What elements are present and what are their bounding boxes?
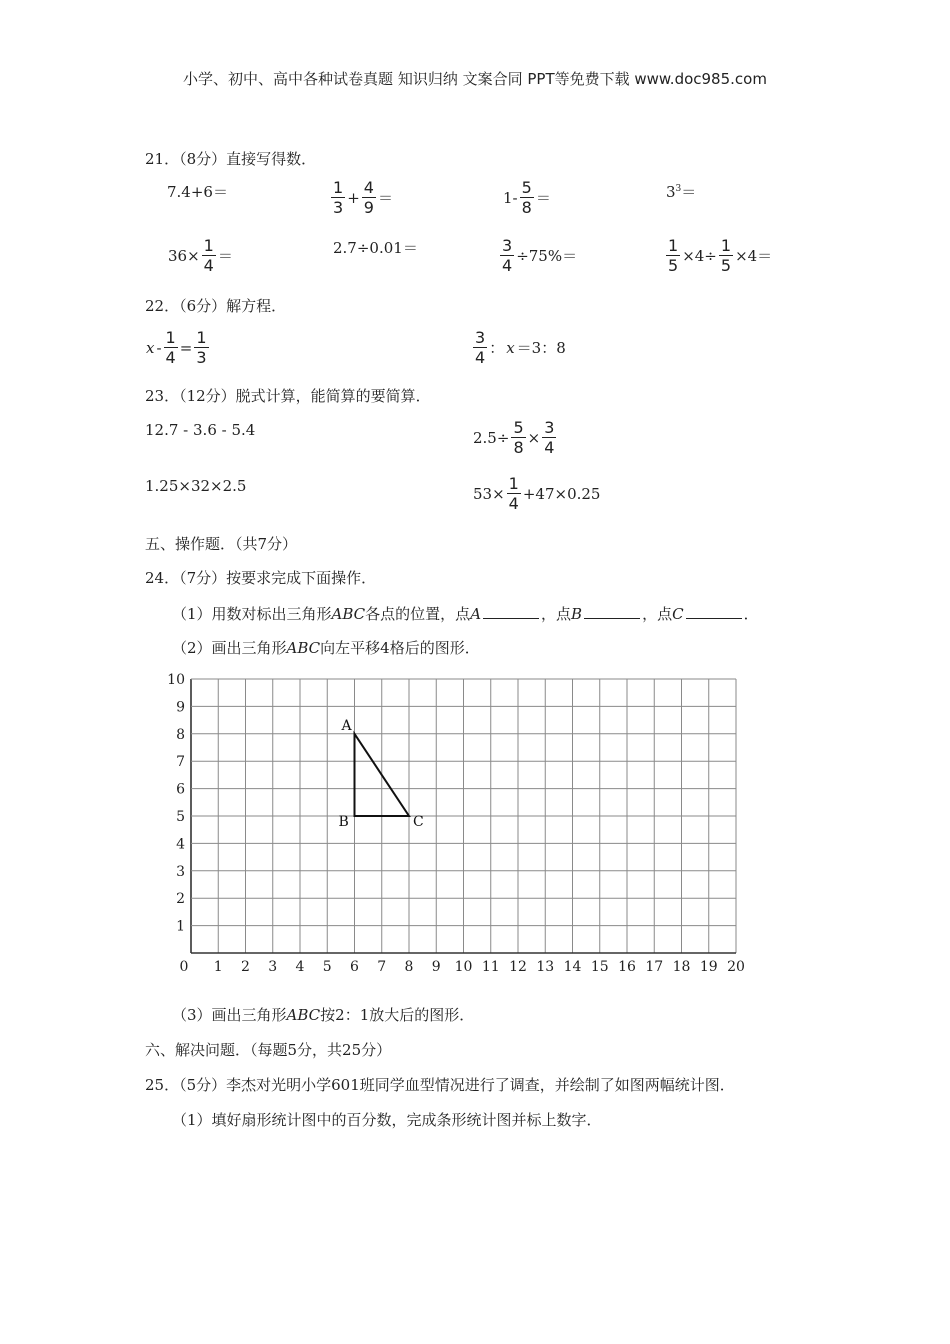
q23-expr-4: 53× $\frac{1}{4}$ +47×0.25	[473, 474, 601, 513]
fraction: $\frac{5}{8}$	[513, 418, 524, 457]
q21-expr-1: 7.4+6＝	[167, 183, 228, 201]
y-tick-label: 7	[176, 754, 185, 771]
fraction: $\frac{4}{9}$	[363, 178, 374, 217]
q24-title: 24．（7分）按要求完成下面操作．	[145, 569, 377, 587]
q23-expr-2: 2.5÷ $\frac{5}{8}$ × $\frac{3}{4}$	[473, 418, 555, 457]
answer-blank-c[interactable]	[686, 604, 742, 619]
fraction: $\frac{3}{4}$	[475, 328, 486, 367]
y-tick-label: 3	[176, 863, 185, 880]
y-tick-label: 9	[176, 699, 185, 716]
y-tick-label: 8	[176, 726, 185, 743]
q21-expr-7: $\frac{3}{4}$ ÷75%＝	[502, 236, 578, 275]
q21-title: 21．（8分）直接写得数．	[145, 150, 317, 168]
section-5-heading: 五、操作题．（共7分）	[145, 535, 298, 553]
q24-part-3: （3）画出三角形ABC按2：1放大后的图形．	[172, 1006, 475, 1024]
q23-expr-3: 1.25×32×2.5	[145, 477, 247, 495]
q22-title: 22．（6分）解方程．	[145, 297, 287, 315]
fraction: $\frac{3}{4}$	[544, 418, 555, 457]
grid-lines	[191, 679, 736, 953]
x-tick-label: 5	[322, 959, 332, 975]
x-tick-label: 18	[672, 959, 691, 975]
x-tick-label: 16	[618, 959, 636, 975]
vertex-label-a: A	[341, 717, 352, 734]
fraction: $\frac{1}{3}$	[196, 328, 207, 367]
x-tick-label: 3	[268, 959, 278, 975]
y-tick-label: 5	[176, 809, 185, 825]
q21-expr-8: $\frac{1}{5}$ ×4÷ $\frac{1}{5}$ ×4＝	[668, 236, 773, 275]
x-tick-label: 15	[590, 959, 609, 975]
section-6-heading: 六、解决问题．（每题5分，共25分）	[145, 1041, 392, 1059]
fraction: $\frac{1}{5}$	[720, 236, 732, 275]
q21-expr-6: 2.7÷0.01＝	[333, 239, 418, 257]
vertex-label-c: C	[413, 814, 424, 830]
q25-title: 25．（5分）李杰对光明小学601班同学血型情况进行了调查，并绘制了如图两幅统计图．	[145, 1076, 735, 1094]
y-tick-label: 6	[176, 781, 185, 798]
q22-equation-2: $\frac{3}{4}$ ： x ＝3：8	[475, 328, 566, 367]
fraction: $\frac{1}{4}$	[508, 474, 519, 513]
q21-expr-5: 36× $\frac{1}{4}$ ＝	[168, 236, 233, 275]
q24-part-2: （2）画出三角形ABC向左平移4格后的图形．	[172, 639, 480, 657]
x-tick-label: 10	[454, 959, 473, 975]
triangle-abc	[339, 718, 424, 830]
x-tick-label: 1	[213, 959, 223, 975]
y-tick-label: 10	[167, 672, 185, 688]
x-tick-label: 12	[509, 959, 527, 975]
q23-expr-1: 12.7 - 3.6 - 5.4	[145, 421, 256, 439]
y-tick-label: 4	[176, 836, 185, 853]
x-tick-label: 8	[404, 959, 414, 975]
x-tick-label: 17	[645, 959, 664, 975]
x-tick-label: 14	[563, 959, 582, 975]
vertex-label-b: B	[338, 814, 349, 830]
answer-blank-a[interactable]	[483, 604, 539, 619]
fraction: $\frac{5}{8}$	[521, 178, 532, 217]
axis-labels	[167, 672, 745, 975]
q21-expr-4: $3^3=$	[666, 183, 697, 201]
y-tick-label: 1	[176, 918, 185, 935]
q21-expr-2: $\frac{1}{3}$ + $\frac{4}{9}$ ＝	[333, 178, 393, 217]
q25-part-1: （1）填好扇形统计图中的百分数，完成条形统计图并标上数字．	[172, 1111, 602, 1129]
coordinate-grid[interactable]	[160, 664, 760, 984]
x-tick-label: 9	[431, 959, 441, 975]
q24-part-1: （1）用数对标出三角形ABC各点的位置，点A ，点B ，点C ．	[172, 605, 759, 623]
x-tick-label: 7	[377, 959, 387, 975]
x-tick-label: 0	[179, 959, 189, 975]
fraction: $\frac{1}{4}$	[203, 236, 214, 275]
page-header: 小学、初中、高中各种试卷真题 知识归纳 文案合同 PPT等免费下载 www.doc985.com	[183, 70, 767, 88]
x-tick-label: 13	[536, 959, 555, 975]
x-tick-label: 2	[241, 959, 250, 975]
q21-expr-3: 1- $\frac{5}{8}$ ＝	[503, 178, 551, 217]
fraction: $\frac{3}{4}$	[502, 236, 513, 275]
y-tick-label: 2	[176, 891, 185, 908]
answer-blank-b[interactable]	[584, 604, 640, 619]
q22-equation-1: x - $\frac{1}{4}$ = $\frac{1}{3}$	[146, 328, 207, 367]
x-tick-label: 4	[295, 959, 305, 975]
q23-title: 23．（12分）脱式计算，能简算的要简算．	[145, 387, 431, 405]
x-tick-label: 6	[350, 959, 359, 975]
fraction: $\frac{1}{3}$	[333, 178, 344, 217]
fraction: $\frac{1}{5}$	[668, 236, 679, 275]
fraction: $\frac{1}{4}$	[165, 328, 176, 367]
x-tick-label: 19	[699, 959, 718, 975]
x-tick-label: 20	[727, 959, 745, 975]
x-tick-label: 11	[481, 959, 500, 975]
